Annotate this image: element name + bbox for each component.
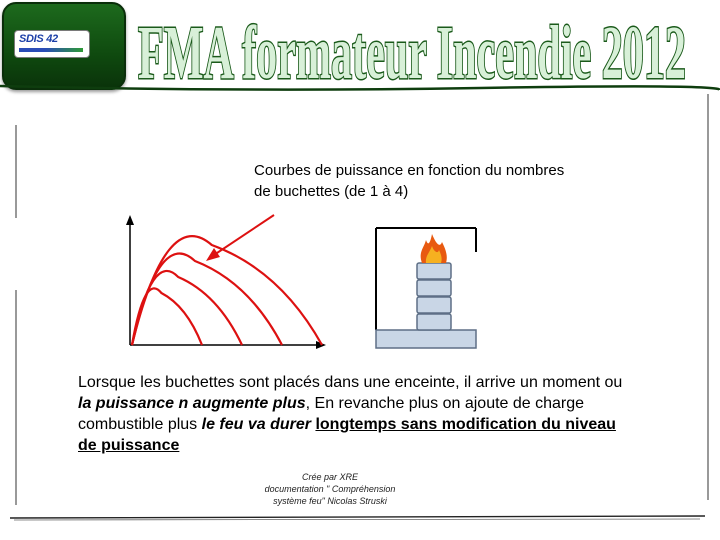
sdis-logo: [14, 30, 90, 58]
paragraph-underline: longtemps sans modification du niveau de puissance: [78, 416, 616, 454]
stick-block-3: [417, 280, 451, 296]
header-banner: [2, 2, 126, 90]
paragraph-emphasis-2: le feu va durer: [201, 416, 311, 433]
paragraph-part-1: Lorsque les buchettes sont placés dans une enceinte, il arrive un moment ou: [78, 374, 623, 391]
enclosure-floor: [376, 330, 476, 348]
enclosure-diagram: [370, 222, 482, 352]
credit-line-2: documentation " Compréhension: [264, 484, 396, 494]
paragraph-emphasis-1: la puissance n augmente plus: [78, 395, 306, 412]
flame-icon: [421, 234, 447, 263]
pointer-arrow-head: [206, 248, 220, 261]
pointer-arrow-line: [214, 215, 274, 255]
logo-text: SDIS 42: [19, 33, 58, 45]
credit-note: [245, 471, 415, 507]
paragraph-part-2: , En revanche plus on ajoute de charge combustible plus: [78, 395, 585, 433]
stick-block-1: [417, 314, 451, 330]
slide-title: [132, 2, 692, 92]
stick-block-2: [417, 297, 451, 313]
explanation-paragraph: [78, 372, 638, 456]
figure-caption: Courbes de puissance en fonction du nombres de buchettes (de 1 à 4): [254, 162, 565, 200]
credit-line-3: système feu" Nicolas Struski: [273, 496, 387, 506]
title-text: FMA formateur Incendie 2012: [138, 11, 686, 92]
y-axis-arrow: [126, 215, 134, 225]
power-curve-1: [132, 288, 202, 345]
power-curves-chart: [118, 205, 338, 355]
power-curve-2: [132, 271, 242, 345]
stick-block-4: [417, 263, 451, 279]
slide-header: [0, 0, 720, 95]
credit-line-1: Crée par XRE: [301, 472, 359, 482]
logo-stripe: [19, 48, 83, 52]
power-curve-3: [132, 254, 282, 345]
